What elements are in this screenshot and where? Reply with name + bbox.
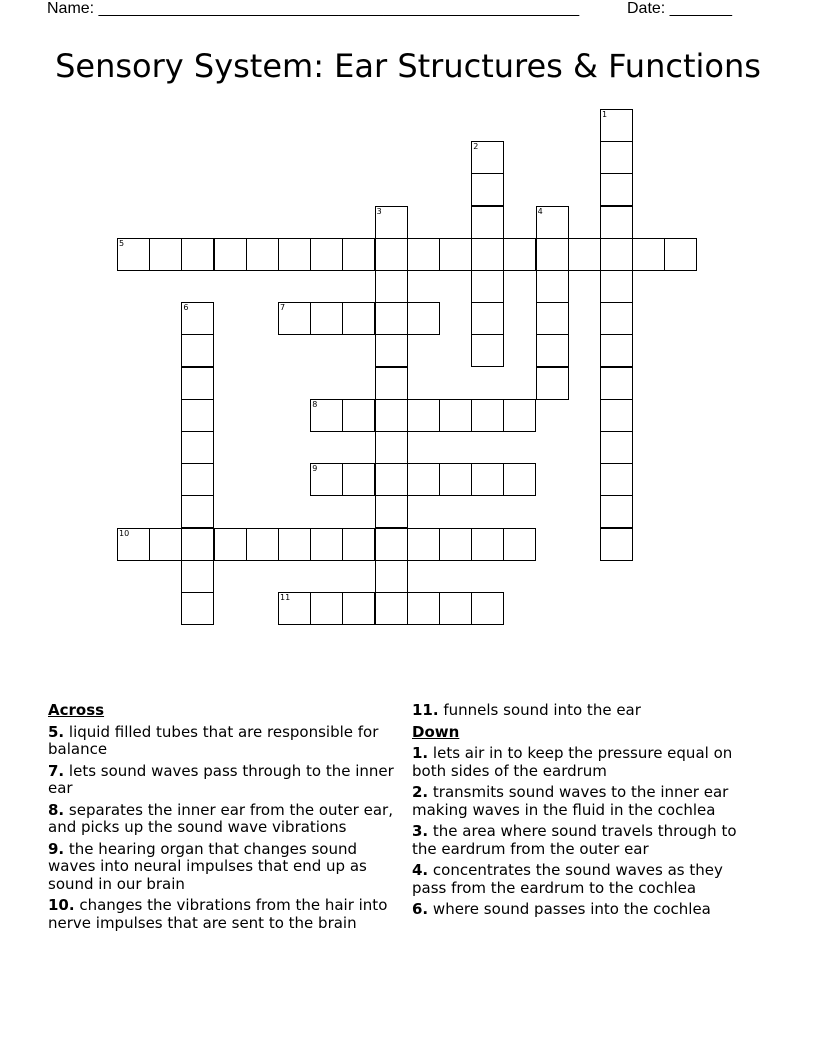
crossword-cell[interactable] [310,399,343,432]
crossword-cell[interactable] [439,592,472,625]
crossword-cell[interactable] [149,528,182,561]
clues-column-left [48,702,403,936]
clue-number: 3. [412,822,429,840]
clue-down-1 [412,745,757,780]
crossword-cell[interactable] [310,463,343,496]
crossword-cell[interactable] [246,238,279,271]
crossword-cell[interactable] [600,367,633,400]
crossword-cell[interactable] [536,270,569,303]
clue-number-label: 6 [183,303,189,313]
clue-number: 1. [412,744,429,762]
crossword-cell[interactable] [181,238,214,271]
clue-down-2 [412,784,757,819]
crossword-cell[interactable] [471,173,504,206]
crossword-cell[interactable] [600,302,633,335]
clue-text: concentrates the sound waves as they pass from the eardrum to the cochlea [412,861,723,897]
crossword-cell[interactable] [375,560,408,593]
crossword-cell[interactable] [342,238,375,271]
clue-number: 7. [48,761,65,780]
clue-number: 5. [48,722,65,741]
clue-across-10 [48,897,403,932]
crossword-cell[interactable] [600,270,633,303]
crossword-cell[interactable] [471,399,504,432]
crossword-cell[interactable] [310,592,343,625]
clue-across-9 [48,841,403,894]
crossword-cell[interactable] [375,528,408,561]
clue-text: the hearing organ that changes sound waves into neural impulses that end up as sound in our brain [48,839,367,893]
name-field-label: Name: ______________________________________________________ [47,0,580,17]
crossword-cell[interactable] [278,528,311,561]
clue-number-label: 2 [473,142,479,152]
across-heading: Across [48,701,105,719]
crossword-cell[interactable] [375,302,408,335]
crossword-cell[interactable] [181,495,214,528]
crossword-cell[interactable] [181,592,214,625]
crossword-cell[interactable] [600,495,633,528]
crossword-cell[interactable] [600,238,633,271]
crossword-cell[interactable] [375,431,408,464]
crossword-cell[interactable] [181,560,214,593]
crossword-cell[interactable] [375,367,408,400]
crossword-cell[interactable] [471,238,504,271]
crossword-cell[interactable] [375,399,408,432]
crossword-cell[interactable] [117,528,150,561]
crossword-cell[interactable] [407,399,440,432]
crossword-cell[interactable] [536,238,569,271]
crossword-cell[interactable] [342,302,375,335]
crossword-cell[interactable] [342,528,375,561]
crossword-cell[interactable] [181,528,214,561]
crossword-cell[interactable] [310,302,343,335]
crossword-cell[interactable] [471,206,504,239]
crossword-cell[interactable] [600,431,633,464]
crossword-cell[interactable] [342,592,375,625]
crossword-cell[interactable] [600,206,633,239]
clue-number-label: 4 [537,206,543,216]
clue-number-label: 3 [376,206,382,216]
crossword-cell[interactable] [664,238,697,271]
crossword-cell[interactable] [407,528,440,561]
crossword-cell[interactable] [503,528,536,561]
crossword-cell[interactable] [246,528,279,561]
crossword-cell[interactable] [181,302,214,335]
crossword-cell[interactable] [471,141,504,174]
clue-across-5 [48,724,403,759]
crossword-cell[interactable] [181,334,214,367]
crossword-cell[interactable] [407,463,440,496]
crossword-cell[interactable] [632,238,665,271]
clue-number-label: 10 [119,528,130,538]
crossword-cell[interactable] [181,399,214,432]
clue-text: where sound passes into the cochlea [432,900,711,918]
clue-text: changes the vibrations from the hair into nerve impulses that are sent to the brain [48,896,388,932]
crossword-cell[interactable] [471,334,504,367]
crossword-cell[interactable] [342,399,375,432]
crossword-cell[interactable] [117,238,150,271]
clue-number: 8. [48,800,65,819]
crossword-cell[interactable] [214,238,247,271]
clue-number-label: 5 [119,238,125,248]
crossword-cell[interactable] [278,238,311,271]
crossword-cell[interactable] [149,238,182,271]
clue-across-11 [412,702,757,720]
crossword-cell[interactable] [439,238,472,271]
crossword-cell[interactable] [278,302,311,335]
crossword-cell[interactable] [181,367,214,400]
crossword-cell[interactable] [407,238,440,271]
crossword-cell[interactable] [503,238,536,271]
clue-text: lets air in to keep the pressure equal on both sides of the eardrum [412,744,733,780]
clue-number-label: 8 [312,399,318,409]
clue-text: the area where sound travels through to the eardrum from the outer ear [412,822,737,858]
crossword-cell[interactable] [439,463,472,496]
crossword-cell[interactable] [600,173,633,206]
crossword-cell[interactable] [471,270,504,303]
down-heading: Down [412,722,460,741]
clue-down-4 [412,862,757,897]
crossword-cell[interactable] [503,463,536,496]
clue-number: 2. [412,783,429,801]
clue-text: transmits sound waves to the inner ear making waves in the fluid in the cochlea [412,783,729,819]
crossword-cell[interactable] [181,463,214,496]
crossword-cell[interactable] [278,592,311,625]
clue-number-label: 9 [312,464,318,474]
crossword-cell[interactable] [536,206,569,239]
crossword-cell[interactable] [375,206,408,239]
page-title: Sensory System: Ear Structures & Functions [55,47,761,85]
clue-number: 9. [48,839,65,858]
crossword-cell[interactable] [407,592,440,625]
crossword-cell[interactable] [181,431,214,464]
crossword-cell[interactable] [536,302,569,335]
clue-number-label: 11 [280,593,291,602]
crossword-cell[interactable] [375,463,408,496]
crossword-cell[interactable] [214,528,247,561]
crossword-cell[interactable] [375,238,408,271]
crossword-cell[interactable] [503,399,536,432]
crossword-cell[interactable] [600,109,633,142]
crossword-cell[interactable] [471,302,504,335]
clue-number-label: 7 [280,303,286,313]
crossword-cell[interactable] [536,367,569,400]
clue-number: 4. [412,861,429,879]
clue-number-label: 1 [602,110,608,119]
clue-down-6 [412,901,757,919]
clue-across-8 [48,802,403,837]
crossword-cell[interactable] [600,334,633,367]
clue-number: 6. [412,900,429,918]
crossword-cell[interactable] [342,463,375,496]
crossword-cell[interactable] [600,463,633,496]
crossword-cell[interactable] [407,302,440,335]
crossword-cell[interactable] [310,528,343,561]
crossword-cell[interactable] [471,463,504,496]
clue-text: separates the inner ear from the outer ear, and picks up the sound wave vibrations [48,800,393,836]
crossword-cell[interactable] [310,238,343,271]
crossword-cell[interactable] [375,270,408,303]
crossword-cell[interactable] [375,592,408,625]
date-field-label: Date: _______ [627,0,732,17]
crossword-cell[interactable] [600,141,633,174]
crossword-cell[interactable] [600,399,633,432]
clue-number: 11. [412,701,439,719]
crossword-cell[interactable] [439,528,472,561]
clue-number: 10. [48,896,75,914]
crossword-cell[interactable] [439,399,472,432]
crossword-cell[interactable] [536,334,569,367]
crossword-cell[interactable] [471,528,504,561]
clue-down-3 [412,823,757,858]
crossword-cell[interactable] [568,238,601,271]
crossword-cell[interactable] [375,495,408,528]
clue-text: lets sound waves pass through to the inner ear [48,761,394,797]
clue-text: funnels sound into the ear [443,701,641,719]
clue-across-7 [48,763,403,798]
crossword-cell[interactable] [471,592,504,625]
crossword-cell[interactable] [600,528,633,561]
clue-text: liquid filled tubes that are responsible for balance [48,722,379,758]
clues-column-right [412,702,757,923]
crossword-cell[interactable] [375,334,408,367]
